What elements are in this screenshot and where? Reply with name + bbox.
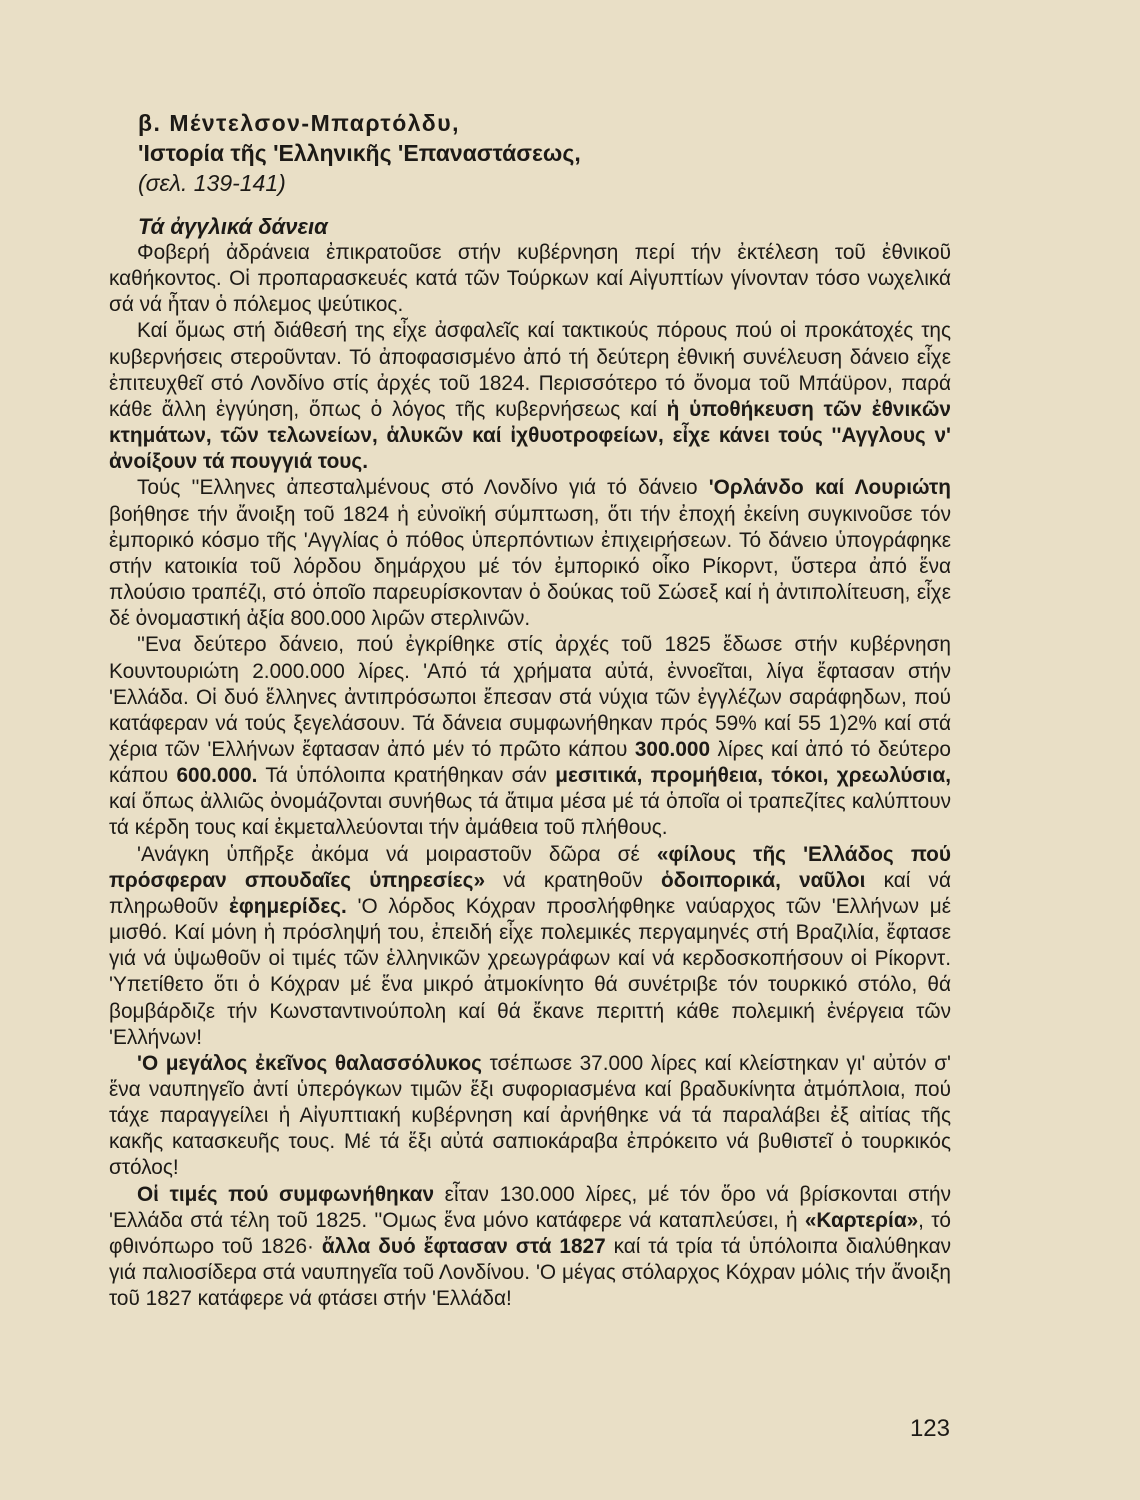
bold-text-run: Οἱ τιμές πού συμφωνήθηκαν (137, 1182, 435, 1206)
bold-text-run: ἡ ὑποθήκευση τῶν ἐθνικῶν κτημάτων, τῶν τελωνείων, ἁλυκῶν καί ἰχθυοτροφείων, εἶχε κάνει τούς ''Αγγλους ν' ἀνοίξουν τά πουγγιά τους. (109, 397, 951, 474)
bold-text-run: 300.000 (634, 737, 711, 761)
page-reference: (σελ. 139-141) (138, 170, 286, 196)
paragraph (109, 318, 951, 475)
author-name: β. Μέντελσον-Μπαρτόλδυ, (138, 110, 460, 136)
bold-text-run: μεσιτικά, προμήθεια, τόκοι, χρεωλύσια, (555, 764, 952, 788)
bold-text-run: ἐφημερίδες. (229, 894, 347, 918)
text-run: τσέπωσε 37.000 λίρες καί κλείστηκαν γι' αὐτόν σ' ἕνα ναυπηγεῖο ἀντί ὑπερόγκων τιμῶν ἕξι συφοριασμένα καί βραδυκίνητα ἀτμόπλοια, πού τάχε παραγγείλει ἡ Αἰγυπτιακή κυβέρνηση καί ἀρνήθηκε νά τά παραλάβει ἐξ αἰτίας τῆς κακῆς κατασκευῆς τους. Μέ τά ἕξι αὐτά σαπιοκάραβα ἐπρόκειτο νά βυθιστεῖ ὁ τουρκικός στόλος! (109, 1051, 951, 1180)
text-run: Τούς ''Ελληνες ἀπεσταλμένους στό Λονδίνο γιά τό δάνειο (137, 476, 709, 500)
paragraph (109, 632, 951, 841)
bold-text-run: «φίλους τῆς 'Ελλάδος πού πρόσφεραν σπουδαῖες ὑπηρεσίες» (109, 842, 951, 892)
text-run: καί τά τρία τά ὑπόλοιπα διαλύθηκαν γιά παλιοσίδερα στά ναυπηγεῖα τοῦ Λονδίνου. 'Ο μέγας στόλαρχος Κόχραν μόλις τήν ἄνοιξη τοῦ 1827 κατάφερε νά φτάσει στήν 'Ελλάδα! (109, 1234, 951, 1311)
bold-text-run: 600.000. (176, 764, 258, 788)
text-run: Καί ὅμως στή διάθεσή της εἶχε ἀσφαλεῖς καί τακτικούς πόρους πού οἱ προκάτοχές της κυβερνήσεις στεροῦνταν. Τό ἀποφασισμένο ἀπό τή δεύτερη ἐθνική συνέλευση δάνειο εἶχε ἐπιτευχθεῖ στό Λονδίνο στίς ἀρχές τοῦ 1824. Περισσότερο τό ὄνομα τοῦ Μπάϋρον, παρά κάθε ἄλλη ἐγγύηση, ὅπως ὁ λόγος τῆς κυβερνήσεως καί (109, 319, 951, 421)
text-run: καί ὅπως ἀλλιῶς ὀνομάζονται συνήθως τά ἄτιμα μέσα μέ τά ὁποῖα οἱ τραπεζίτες καλύπτουν τά κέρδη τους καί ἐκμεταλλεύονται τήν ἀμάθεια τοῦ πλήθους. (109, 790, 951, 840)
text-run: ''Ενα δεύτερο δάνειο, πού ἐγκρίθηκε στίς ἀρχές τοῦ 1825 ἔδωσε στήν κυβέρνηση Κουντουριώτη 2.000.000 λίρες. 'Από τά χρήματα αὐτά, ἐννοεῖται, λίγα ἔφτασαν στήν 'Ελλάδα. Οἱ δυό ἕλληνες ἀντιπρόσωποι ἔπεσαν στά νύχια τῶν ἐγγλέζων σαράφηδων, πού κατάφεραν νά τούς ξεγελάσουν. Τά δάνεια συμφωνήθηκαν πρός 59% καί 55 1)2% καί στά χέρια τῶν 'Ελλήνων ἔφτασαν ἀπό μέν τό πρῶτο κάπου (109, 633, 951, 761)
text-run: βοήθησε τήν ἄνοιξη τοῦ 1824 ἡ εὐνοϊκή σύμπτωση, ὅτι τήν ἐποχή ἐκείνη συγκινοῦσε τόν ἐμπορικό κόσμο τῆς 'Αγγλίας ὁ πόθος ὑπερπόντιων ἐπιχειρήσεων. Τό δάνειο ὑπογράφηκε στήν κατοικία τοῦ λόρδου δημάρχου μέ τόν ἐμπορικό οἶκο Ρίκορντ, ὕστερα ἀπό ἕνα πλούσιο τραπέζι, στό ὁποῖο παρευρίσκονταν ὁ δούκας τοῦ Σώσεξ καί ἡ ἀντιπολίτευση, εἶχε δέ ὀνομαστική ἀξία 800.000 λιρῶν στερλινῶν. (109, 502, 951, 631)
bold-text-run: ὁδοιπορικά, ναῦλοι (660, 868, 866, 892)
text-run: εἶταν 130.000 λίρες, μέ τόν ὅρο νά βρίσκονται στήν 'Ελλάδα στά τέλη τοῦ 1825. ''Ομως ἕνα μόνο κατάφερε νά καταπλεύσει, ἡ (109, 1182, 951, 1232)
text-run: Τά ὑπόλοιπα κρατήθηκαν σάν (257, 764, 556, 788)
paragraph (109, 842, 951, 1051)
page-number: 123 (909, 1415, 950, 1442)
bold-text-run: ἄλλα δυό ἔφτασαν στά 1827 (321, 1234, 606, 1258)
text-run: καί νά πληρωθοῦν (109, 868, 951, 918)
book-title: 'Ιστορία τῆς 'Ελληνικῆς 'Επαναστάσεως, (138, 140, 581, 166)
section-title: Τά ἀγγλικά δάνεια (138, 214, 328, 239)
text-run: νά κρατηθοῦν (485, 868, 661, 892)
text-run: Φοβερή ἀδράνεια ἐπικρατοῦσε στήν κυβέρνηση περί τήν ἐκτέλεση τοῦ ἐθνικοῦ καθήκοντος. Οἱ προπαρασκευές κατά τῶν Τούρκων καί Αἰγυπτίων γίνονταν τόσο νωχελικά σά νά ἦταν ὁ πόλεμος ψεύτικος. (109, 241, 951, 317)
paragraph (109, 1051, 951, 1182)
bold-text-run: 'Ορλάνδο καί Λουριώτη (708, 476, 951, 500)
text-run: λίρες καί ἀπό τό δεύτερο κάπου (109, 737, 951, 788)
text-run: 'Ο λόρδος Κόχραν προσλήφθηκε ναύαρχος τῶν 'Ελλήνων μέ μισθό. Καί μόνη ἡ πρόσληψή του, ἐπειδή εἶχε πολεμικές περγαμηνές στή Βραζιλία, ἔφτασε γιά νά ὑψωθοῦν οἱ τιμές τῶν ἑλληνικῶν χρεωγράφων καί νά κερδοσκοπήσουν οἱ Ρίκορντ. 'Υπετίθετο ὅτι ὁ Κόχραν μέ ἕνα μικρό ἀτμοκίνητο θά συνέτριβε τόν τουρκικό στόλο, θά βομβάρδιζε τήν Κωνσταντινούπολη καί θά ἔκανε περιττή κάθε πολεμική ἐνέργεια τῶν 'Ελλήνων! (109, 894, 951, 1049)
text-run: , τό φθινόπωρο τοῦ 1826· (109, 1208, 951, 1258)
text-run: 'Ανάγκη ὑπῆρξε ἀκόμα νά μοιραστοῦν δῶρα σέ (137, 842, 657, 866)
paragraph (109, 1182, 951, 1313)
citation-header (138, 108, 938, 198)
paragraph (109, 475, 951, 632)
body-text (109, 240, 951, 1312)
paragraph (109, 240, 951, 318)
bold-text-run: 'Ο μεγάλος ἐκεῖνος θαλασσόλυκος (137, 1051, 482, 1075)
bold-text-run: «Καρτερία» (804, 1208, 919, 1232)
